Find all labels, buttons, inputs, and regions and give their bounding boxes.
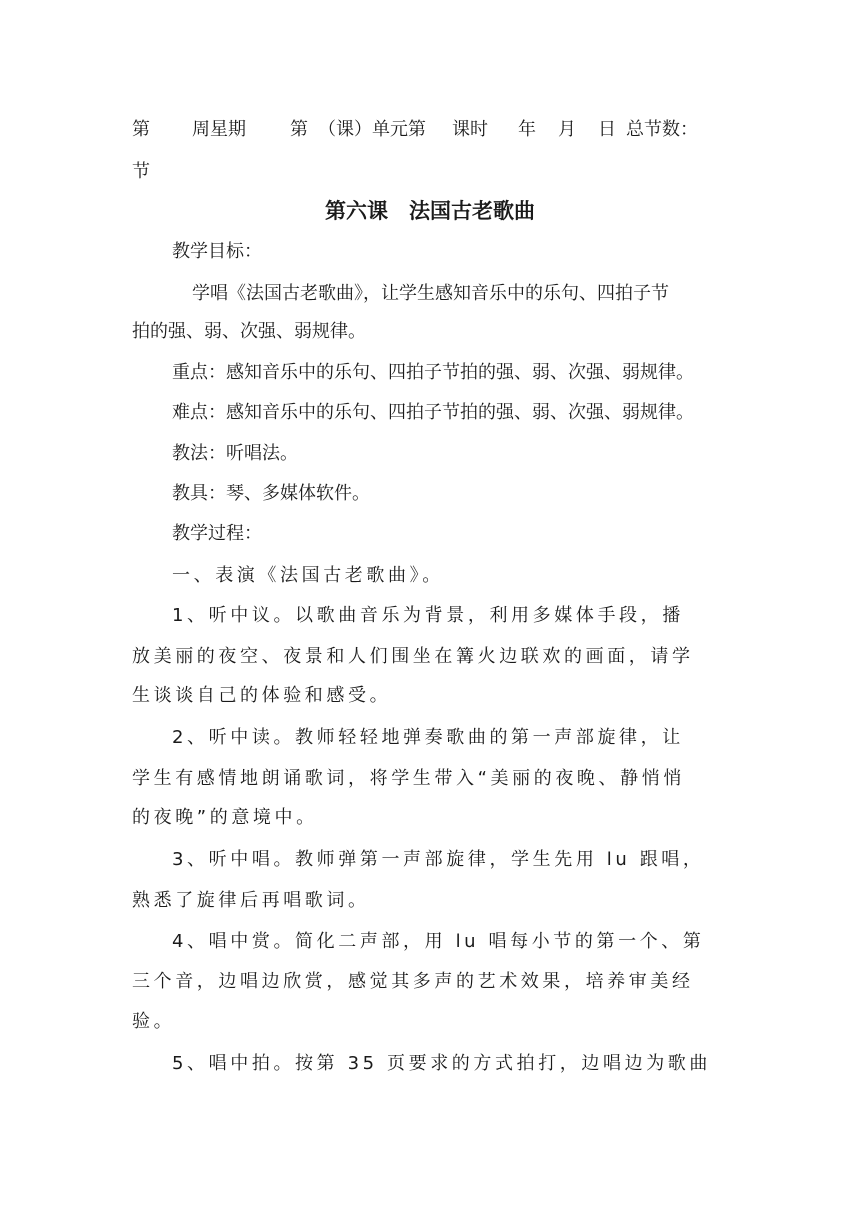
difficulty-point: 难点：感知音乐中的乐句、四拍子节拍的强、弱、次强、弱规律。 xyxy=(172,402,694,423)
header-month: 月 xyxy=(558,119,576,140)
paragraph-3-line-1: 3、听中唱。教师弹第一声部旋律，学生先用 lu 跟唱， xyxy=(172,849,705,870)
paragraph-2-line-2: 学生有感情地朗诵歌词，将学生带入“美丽的夜晚、静悄悄 xyxy=(132,768,685,789)
goal-line-2: 拍的强、弱、次强、弱规律。 xyxy=(132,321,366,342)
goal-line-1: 学唱《法国古老歌曲》，让学生感知音乐中的乐句、四拍子节 xyxy=(192,283,669,304)
header-day: 日 xyxy=(598,119,616,140)
teaching-tools: 教具：琴、多媒体软件。 xyxy=(172,483,370,504)
paragraph-2-line-3: 的夜晚”的意境中。 xyxy=(132,807,318,828)
goal-label: 教学目标： xyxy=(172,241,262,262)
lesson-header xyxy=(132,118,698,142)
key-point: 重点：感知音乐中的乐句、四拍子节拍的强、弱、次强、弱规律。 xyxy=(172,362,694,383)
header-unit-prefix: 第 xyxy=(290,119,308,140)
header-weekday: 周星期 xyxy=(192,119,246,140)
header-week-prefix: 第 xyxy=(132,119,150,140)
paragraph-1-line-3: 生谈谈自己的体验和感受。 xyxy=(132,685,392,706)
header-total-unit: 节 xyxy=(132,161,150,182)
section-heading-1: 一、表演《法国古老歌曲》。 xyxy=(172,565,444,586)
header-year: 年 xyxy=(518,119,536,140)
header-unit: （课）单元第 xyxy=(318,119,426,140)
paragraph-1-line-1: 1、听中议。以歌曲音乐为背景，利用多媒体手段，播 xyxy=(172,605,684,626)
teaching-method: 教法：听唱法。 xyxy=(172,443,298,464)
process-label: 教学过程： xyxy=(172,523,262,544)
paragraph-5-line-1: 5、唱中拍。按第 35 页要求的方式拍打，边唱边为歌曲 xyxy=(172,1053,711,1074)
paragraph-4-line-3: 验。 xyxy=(132,1011,176,1032)
page-title: 第六课 法国古老歌曲 xyxy=(325,198,535,223)
paragraph-3-line-2: 熟悉了旋律后再唱歌词。 xyxy=(132,890,370,911)
header-period: 课时 xyxy=(452,119,488,140)
paragraph-1-line-2: 放美丽的夜空、夜景和人们围坐在篝火边联欢的画面，请学 xyxy=(132,646,694,667)
paragraph-4-line-2: 三个音，边唱边欣赏，感觉其多声的艺术效果，培养审美经 xyxy=(132,971,694,992)
header-total-label: 总节数： xyxy=(626,119,698,140)
paragraph-2-line-1: 2、听中读。教师轻轻地弹奏歌曲的第一声部旋律，让 xyxy=(172,727,684,748)
paragraph-4-line-1: 4、唱中赏。简化二声部，用 lu 唱每小节的第一个、第 xyxy=(172,931,705,952)
